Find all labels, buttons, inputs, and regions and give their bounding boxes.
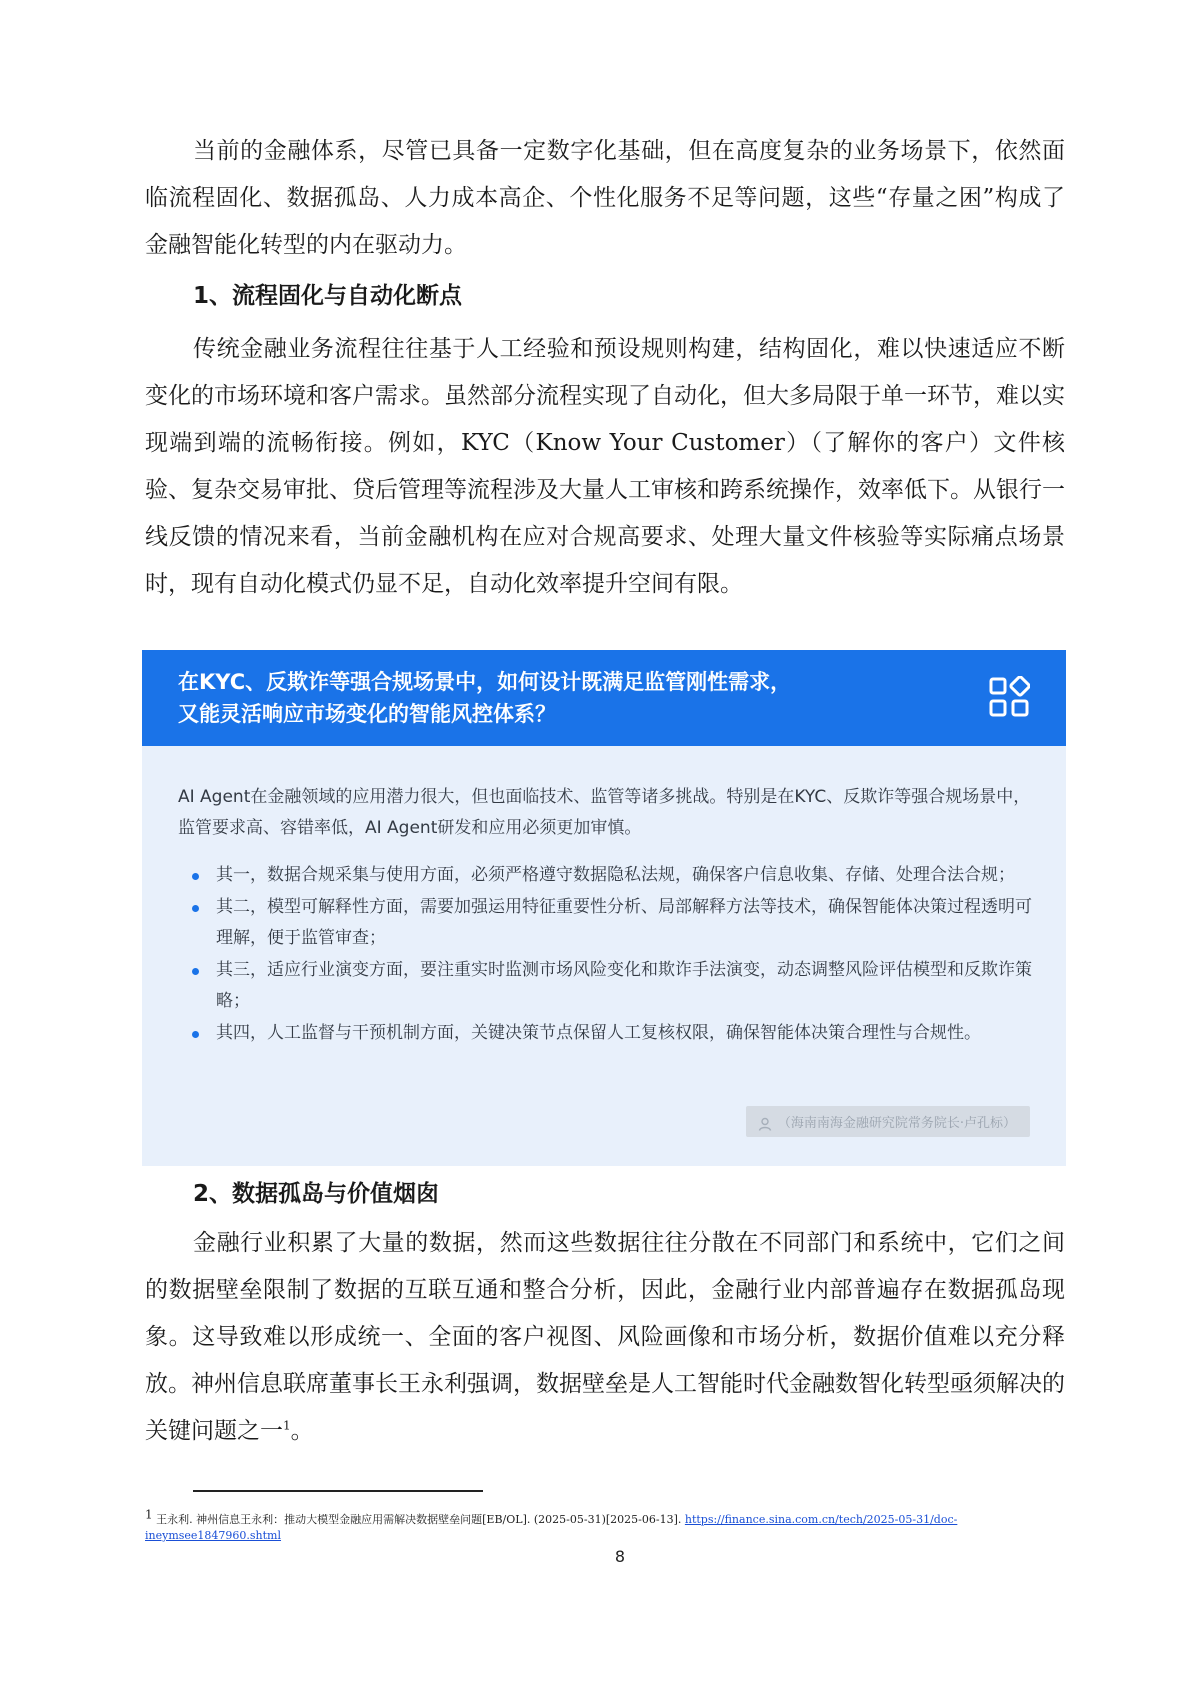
bullet-dot-icon [192, 968, 199, 975]
callout-bullet-list [178, 860, 1038, 1050]
callout-title-line-2: 又能灵活响应市场变化的智能风控体系？ [178, 702, 556, 726]
bullet-dot-icon [192, 905, 199, 912]
list-item-text: 其一，数据合规采集与使用方面，必须严格遵守数据隐私法规，确保客户信息收集、存储、处理合法合规； [216, 865, 1015, 885]
paragraph-intro: 当前的金融体系，尽管已具备一定数字化基础，但在高度复杂的业务场景下，依然面临流程固化、数据孤岛、人力成本高企、个性化服务不足等问题，这些“存量之困”构成了金融智能化转型的内在驱动力。 [145, 138, 1065, 258]
list-item-text: 其二，模型可解释性方面，需要加强运用特征重要性分析、局部解释方法等技术，确保智能体决策过程透明可理解，便于监管审查； [216, 897, 1032, 948]
bullet-dot-icon [192, 873, 199, 880]
callout-body [142, 746, 1066, 1166]
footnote-text: 王永利. 神州信息王永利：推动大模型金融应用需解决数据壁垒问题[EB/OL]. (2025-05-31)[2025-06-13]. [156, 1513, 685, 1526]
person-icon [758, 1117, 772, 1131]
paragraph-data-silo-text: 金融行业积累了大量的数据，然而这些数据往往分散在不同部门和系统中，它们之间的数据壁垒限制了数据的互联互通和整合分析，因此，金融行业内部普遍存在数据孤岛现象。这导致难以形成统一、全面的客户视图、风险画像和市场分析，数据价值难以充分释放。神州信息联席董事长王永利强调，数据壁垒是人工智能时代金融数智化转型亟须解决的关键问题之一 [145, 1230, 1065, 1444]
bullet-dot-icon [192, 1031, 199, 1038]
footnote-divider [193, 1490, 483, 1492]
paragraph-data-silo [145, 1220, 1065, 1455]
apps-grid-icon [988, 676, 1030, 718]
paragraph-end-punctuation: 。 [290, 1418, 314, 1444]
footnote-link[interactable]: https://finance.sina.com.cn/tech/2025-05-31/doc-ineymsee1847960.shtml [145, 1513, 958, 1542]
author-credit-text: （海南南海金融研究院常务院长·卢孔标） [777, 1116, 1016, 1131]
list-item [178, 1018, 1038, 1049]
list-item [178, 892, 1038, 954]
list-item-text: 其四，人工监督与干预机制方面，关键决策节点保留人工复核权限，确保智能体决策合理性与合规性。 [216, 1023, 981, 1043]
list-item [178, 860, 1038, 891]
callout-header [142, 650, 1066, 746]
callout-title [178, 666, 958, 730]
paragraph-process: 传统金融业务流程往往基于人工经验和预设规则构建，结构固化，难以快速适应不断变化的市场环境和客户需求。虽然部分流程实现了自动化，但大多局限于单一环节，难以实现端到端的流畅衔接。例如，KYC（Know Your Customer）（了解你的客户）文件核验、复杂交易审批、贷后管理等流程涉及大量人工审核和跨系统操作，效率低下。从银行一线反馈的情况来看，当前金融机构在应对合规高要求、处理大量文件核验等实际痛点场景时，现有自动化模式仍显不足，自动化效率提升空间有限。 [145, 336, 1065, 597]
list-item-text: 其三，适应行业演变方面，要注重实时监测市场风险变化和欺诈手法演变，动态调整风险评估模型和反欺诈策略； [216, 960, 1032, 1011]
section-heading-1: 1、流程固化与自动化断点 [193, 283, 463, 309]
footnote-reference[interactable]: 1 [283, 1418, 291, 1433]
callout-title-line-1: 在KYC、反欺诈等强合规场景中，如何设计既满足监管刚性需求， [178, 670, 792, 694]
footnote [145, 1507, 1065, 1544]
author-credit-badge [746, 1106, 1030, 1137]
section-heading-2: 2、数据孤岛与价值烟囱 [193, 1181, 440, 1207]
callout-intro: AI Agent在金融领域的应用潜力很大，但也面临技术、监管等诸多挑战。特别是在KYC、反欺诈等强合规场景中，监管要求高、容错率低，AI Agent研发和应用必须更加审慎。 [178, 787, 1031, 838]
footnote-number: 1 [145, 1507, 153, 1522]
page-number: 8 [614, 1547, 626, 1566]
list-item [178, 955, 1038, 1017]
